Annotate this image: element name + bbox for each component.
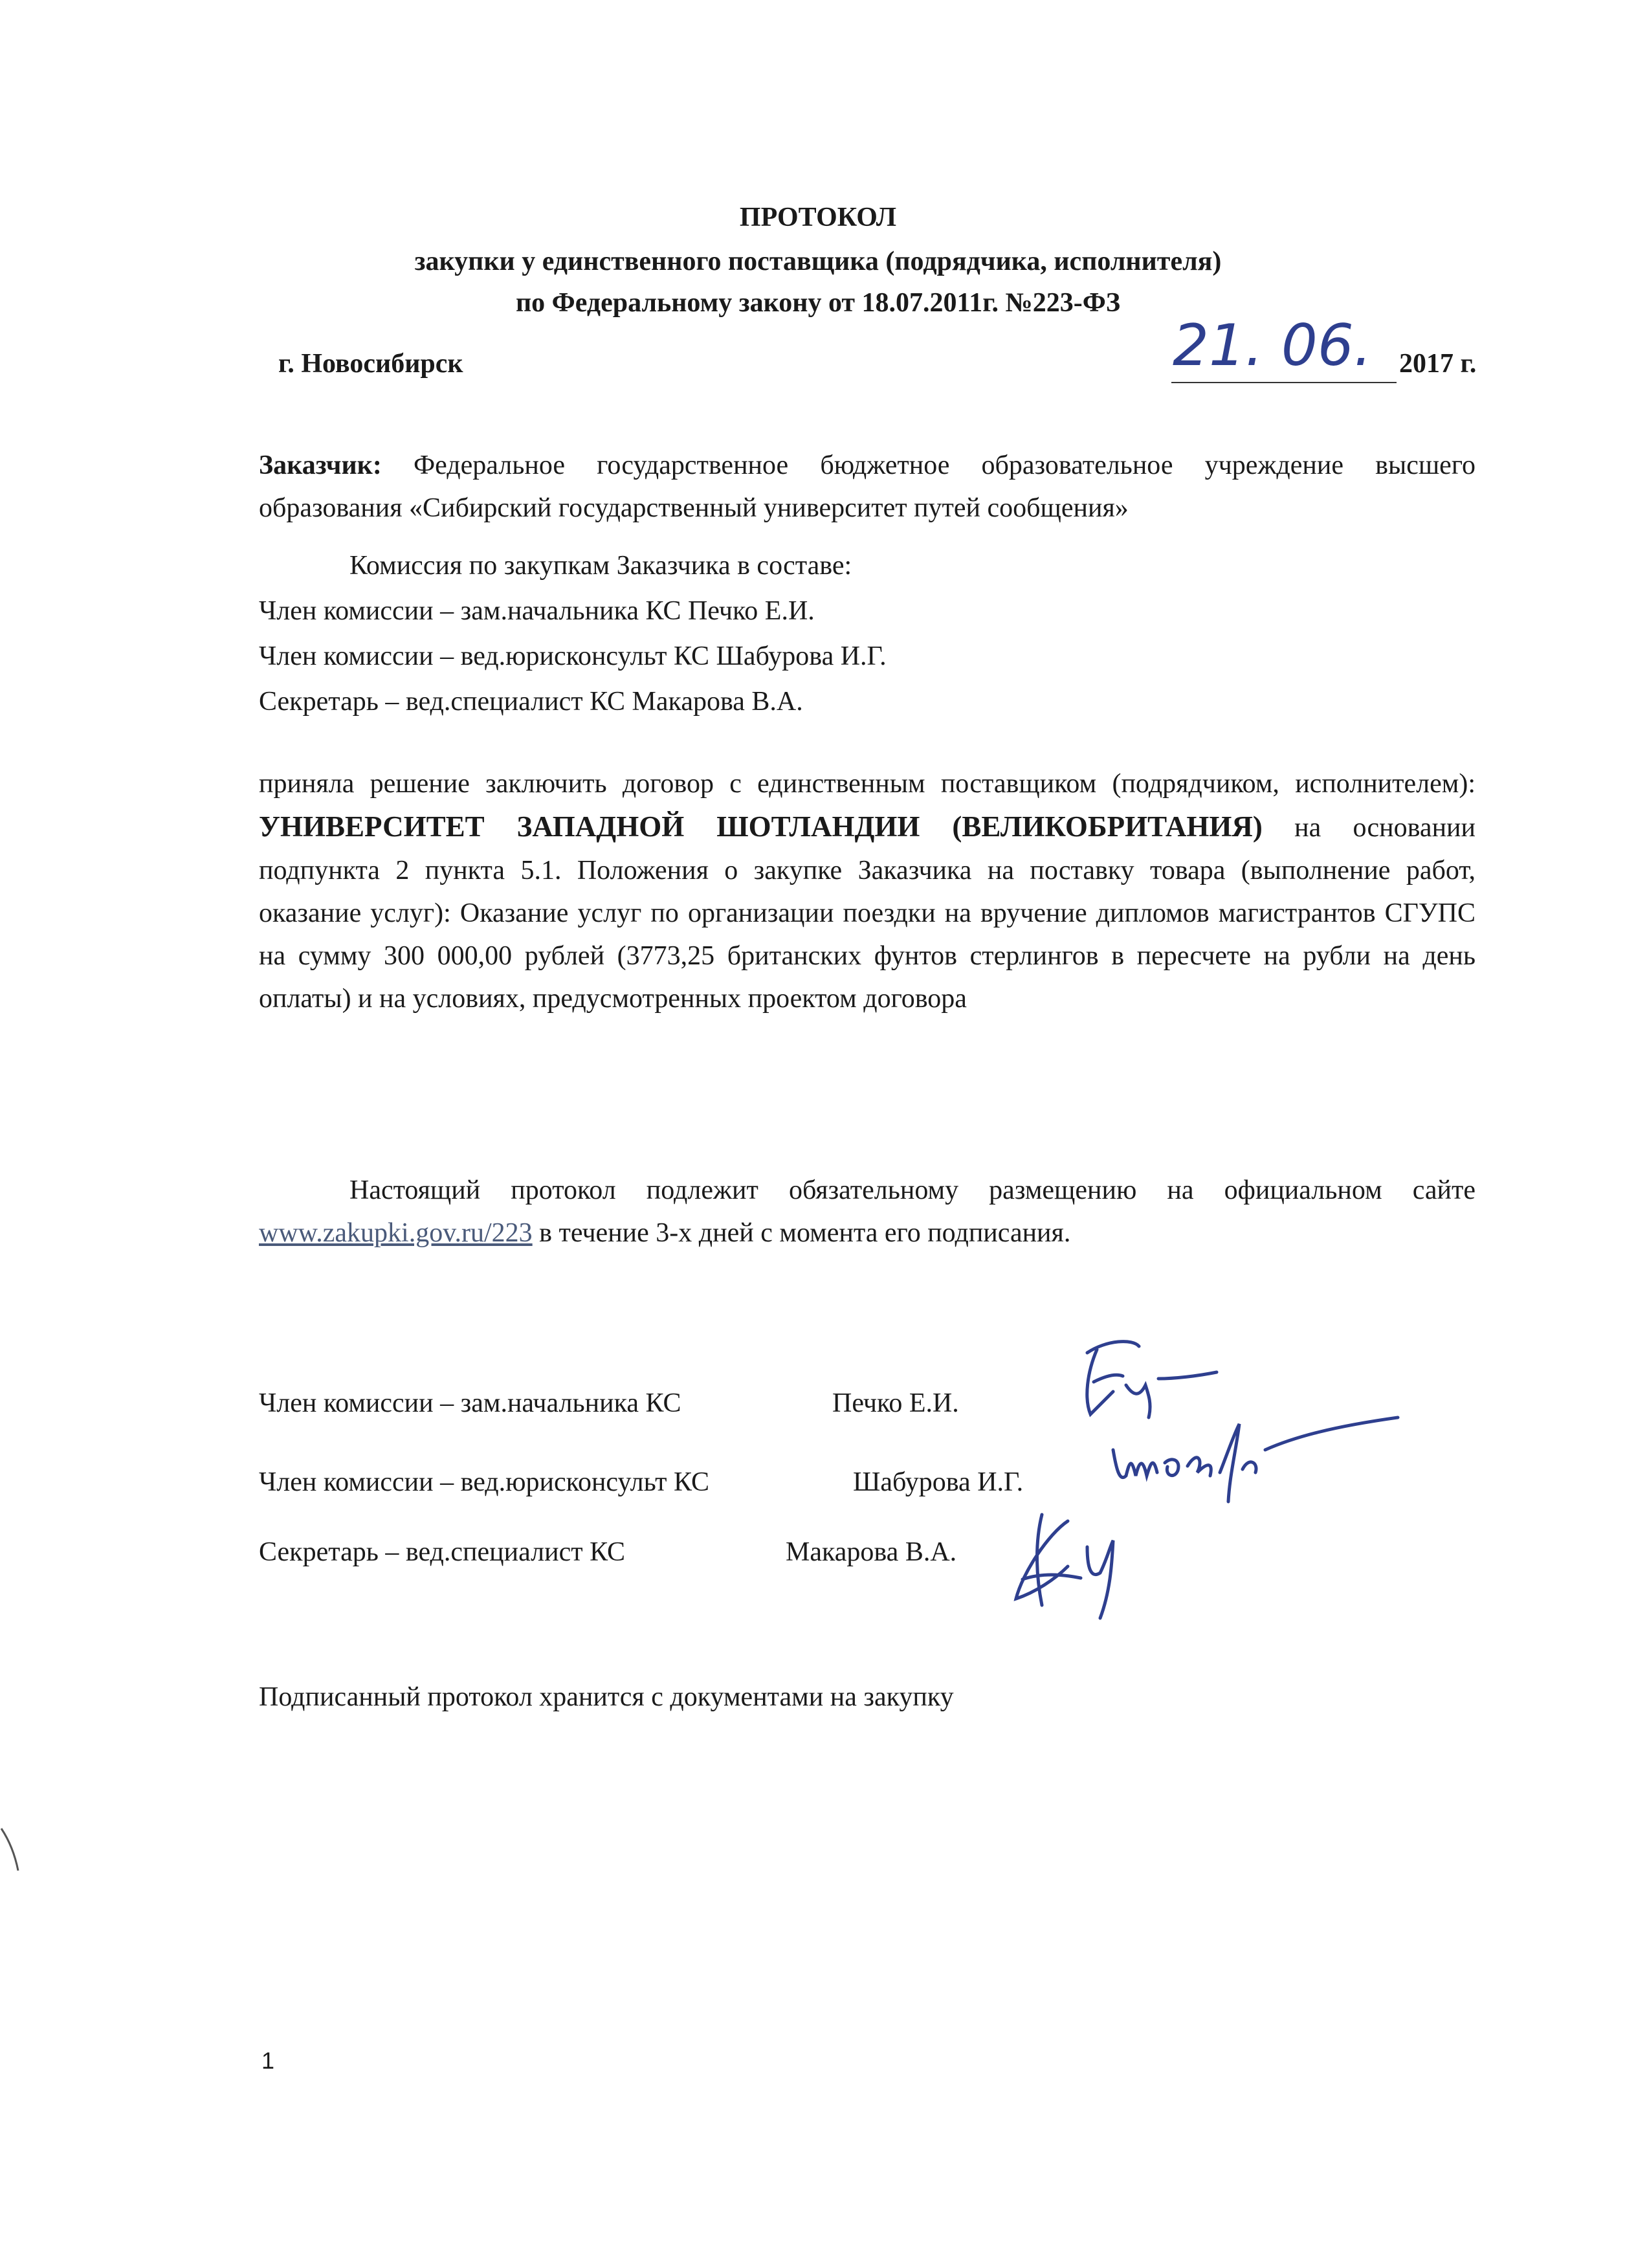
customer-paragraph bbox=[259, 444, 1476, 529]
customer-label: Заказчик: bbox=[259, 450, 382, 480]
commission-member: Член комиссии – вед.юрисконсульт КС Шабурова И.Г. bbox=[259, 641, 887, 671]
document-subtitle: закупки у единственного поставщика (подрядчика, исполнителя) bbox=[414, 247, 1222, 276]
law-reference: по Федеральному закону от 18.07.2011г. №223-ФЗ bbox=[515, 288, 1120, 318]
signature-shaburova bbox=[1100, 1411, 1411, 1508]
commission-secretary: Секретарь – вед.специалист КС Макарова В.А. bbox=[259, 687, 803, 717]
storage-note: Подписанный протокол хранится с документами на закупку bbox=[259, 1682, 954, 1712]
procurement-site-link[interactable]: www.zakupki.gov.ru/223 bbox=[259, 1218, 533, 1248]
scan-edge-mark bbox=[0, 1825, 26, 1877]
signatory-name: Шабурова И.Г. bbox=[853, 1467, 1024, 1497]
notice-text: в течение 3-х дней с момента его подписания. bbox=[532, 1218, 1071, 1248]
decision-text: на основании подпункта 2 пункта 5.1. Положения о закупке Заказчика на поставку товара (выполнение работ, оказание услуг): Оказание услуг по организации поездки на вручение дипломов магистрантов СГУПС на сумму 300 000,00 рублей (3773,25 британских фунтов стерлингов в пересчете на рубли на день оплаты) и на условиях, предусмотренных проектом договора bbox=[259, 813, 1476, 1014]
signatory-role: Член комиссии – вед.юрисконсульт КС bbox=[259, 1467, 710, 1497]
notice-lead: Настоящий протокол подлежит обязательному размещению на официальном сайте bbox=[349, 1175, 1476, 1205]
decision-paragraph bbox=[259, 762, 1476, 1020]
decision-lead: приняла решение заключить договор с единственным поставщиком (подрядчиком, исполнителем): bbox=[259, 769, 1476, 799]
commission-member: Член комиссии – зам.начальника КС Печко Е.И. bbox=[259, 596, 815, 626]
date-underline bbox=[1171, 382, 1397, 383]
signatory-name: Макарова В.А. bbox=[786, 1537, 957, 1567]
city: г. Новосибирск bbox=[278, 349, 463, 379]
notice-paragraph bbox=[259, 1169, 1476, 1254]
document-title: ПРОТОКОЛ bbox=[739, 203, 897, 232]
document-date bbox=[1165, 309, 1488, 387]
signature-makarova bbox=[997, 1502, 1165, 1625]
date-year: 2017 г. bbox=[1399, 349, 1477, 379]
signatory-name: Печко Е.И. bbox=[832, 1388, 959, 1418]
customer-text: Федеральное государственное бюджетное образовательное учреждение высшего образования «Сибирский государственный университет путей сообщения» bbox=[259, 450, 1476, 523]
supplier-name: УНИВЕРСИТЕТ ЗАПАДНОЙ ШОТЛАНДИИ (ВЕЛИКОБРИТАНИЯ) bbox=[259, 810, 1263, 843]
signatory-role: Секретарь – вед.специалист КС bbox=[259, 1537, 626, 1567]
handwritten-date-text: 21. 06. bbox=[1173, 312, 1372, 379]
signatory-role: Член комиссии – зам.начальника КС bbox=[259, 1388, 681, 1418]
commission-intro: Комиссия по закупкам Заказчика в составе: bbox=[349, 551, 852, 581]
handwritten-date bbox=[1165, 309, 1398, 381]
page-number: 1 bbox=[261, 2047, 275, 2074]
